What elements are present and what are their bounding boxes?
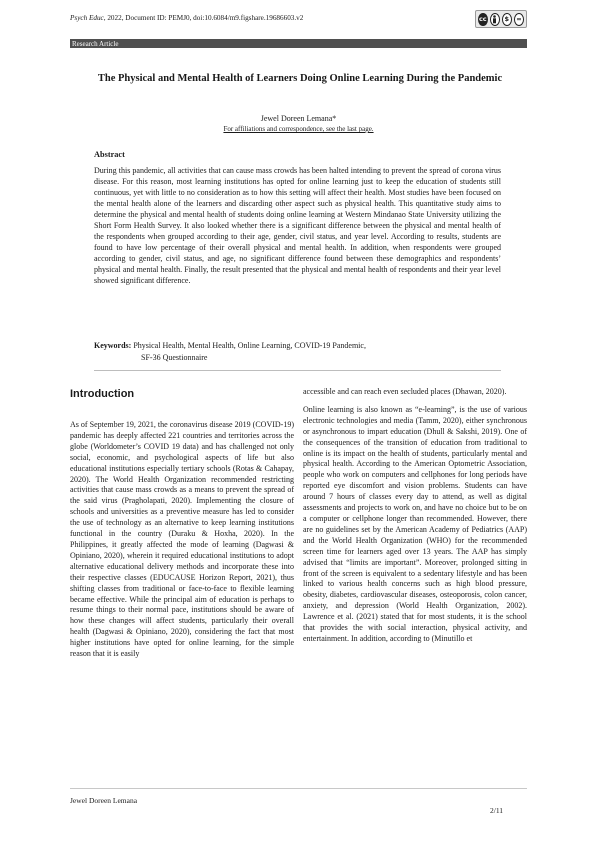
section-band bbox=[70, 39, 527, 48]
nd-icon: = bbox=[514, 13, 524, 26]
keywords-line2: SF-36 Questionnaire bbox=[141, 353, 208, 362]
intro-paragraph-3: Online learning is also known as “e-learning”, is the use of various electronic technologies and media (Tamm, 2020), either synchronous or asynchronous to impart education (Dhull & Sakshi, 2019). One of the consequences of the transition of education from traditional to online is its impact on the health of students, particularly mental and physical health. According to the American Optometric Association, people who work on computers and cellphones for long periods have reported eye discomfort and vision problems. Students can have around 7 hours of classes every day to attend, as well as digital assessments and projects to work on, and have no choice but to be on a computer or cellphone longer than recommended. However, there are no guidelines set by the American Academy of Pediatrics (AAP) and the World Health Organization (WHO) for the recommended screen time for learners aged over 13 years. The AAP has simply advised that “limits are important”. Moreover, prolonged sitting in front of the screen is equivalent to a sedentary lifestyle and has been linked to various health concerns such as high blood pressure, obesity, diabetes, cardiovascular diseases, osteoporosis, colon cancer, anxiety, and depression (World Health Organization, 2002). Lawrence et al. (2021) stated that for most students, it is the school that provides the with social interaction, physical activity, and entertainment. In addition, according to (Minutillo et bbox=[303, 404, 527, 643]
creative-commons-badge[interactable] bbox=[475, 10, 527, 28]
introduction-heading: Introduction bbox=[70, 388, 135, 400]
article-title: The Physical and Mental Health of Learners Doing Online Learning During the Pandemic bbox=[97, 73, 503, 84]
cc-icon: cc bbox=[478, 13, 488, 26]
author-name: Jewel Doreen Lemana* bbox=[260, 114, 337, 123]
abstract-divider bbox=[94, 370, 501, 371]
intro-paragraph-1: As of September 19, 2021, the coronavirus disease 2019 (COVID-19) pandemic has deeply affected 221 countries and territories across the globe (Worldometer’s COVID 19 data) and has challenged not only social, economic, and psychological aspects of life but also educational institutions especially tertiary schools (Rotas & Cahapay, 2020). The World Health Organization recommended restricting activities that cause mass crowds as a means to prevent the spread of the said virus (Pragholapati, 2020). Implementing the closure of schools and universities as a preventive measure has led to consider the use of technology as an alternative to keep learning institutions functional in the country (Duraku & Hoxha, 2020). In the Philippines, it greatly affected the mode of learning (Dagwasi & Opiniano, 2020), wherein it required educational institutions to adopt alternative educational delivery methods and incorporate these into their respective classes (EDUCAUSE Horizon Report, 2021), thus shifting classes from traditional or face-to-face to flexible learning became effective. While the principal aim of education is perhaps to resume things to their normal pace, institutions should be aware of how these changes will affect students, particularly their overall health (Dagwasi & Opiniano, 2020), considering the fact that most higher institutions have opted for online learning, for the simple reason that it is easily bbox=[70, 420, 294, 659]
right-column bbox=[303, 387, 527, 652]
nc-icon: $ bbox=[502, 13, 512, 26]
footer-divider bbox=[70, 788, 527, 789]
section-label: Research Article bbox=[72, 39, 119, 48]
abstract-text: During this pandemic, all activities that can cause mass crowds has been halted intending to prevent the spread of corona virus disease. For this reason, most learning institutions has opted for online learning just to keep the education of students still continuous, yet with little to no consideration as to how this setting will affect their health. Most studies have been focused on the mental health alone of the learners and discarding other aspect such as physical health. This quantitative study aims to determine the physical and mental health of students doing online learning at Western Mindanao State University utilizing the Short Form Health Survey. It also looked whether there is a significant difference between the physical and mental health of the respondents when grouped according to their age, gender, civil status, and year level. According to results, students are found to have low percentage of their overall physical and mental health. In addition, when respondents were grouped according to gender, civil status, and age, no significant difference found between these demographics and respondents’ physical and mental health. Finally, the result presented that the physical and mental health of respondents and their year level showed significant difference. bbox=[94, 166, 501, 285]
affiliation-link[interactable]: For affiliations and correspondence, see the last page. bbox=[223, 125, 374, 133]
citation-text: , 2022, Document ID: PEMJ0, doi:10.6084/m9.figshare.19686603.v2 bbox=[103, 14, 304, 22]
abstract-heading: Abstract bbox=[94, 150, 125, 159]
left-column bbox=[70, 420, 294, 667]
journal-abbrev: Psych Educ bbox=[70, 14, 104, 22]
by-icon bbox=[490, 13, 500, 26]
page-number: 2/11 bbox=[490, 806, 504, 815]
keywords-label: Keywords: bbox=[94, 341, 132, 350]
footer-author: Jewel Doreen Lemana bbox=[70, 796, 138, 805]
keywords bbox=[94, 340, 501, 364]
keywords-line1: Physical Health, Mental Health, Online Learning, COVID-19 Pandemic, bbox=[133, 341, 366, 350]
intro-paragraph-2: accessible and can reach even secluded places (Dhawan, 2020). bbox=[303, 387, 507, 396]
journal-citation bbox=[70, 14, 303, 22]
